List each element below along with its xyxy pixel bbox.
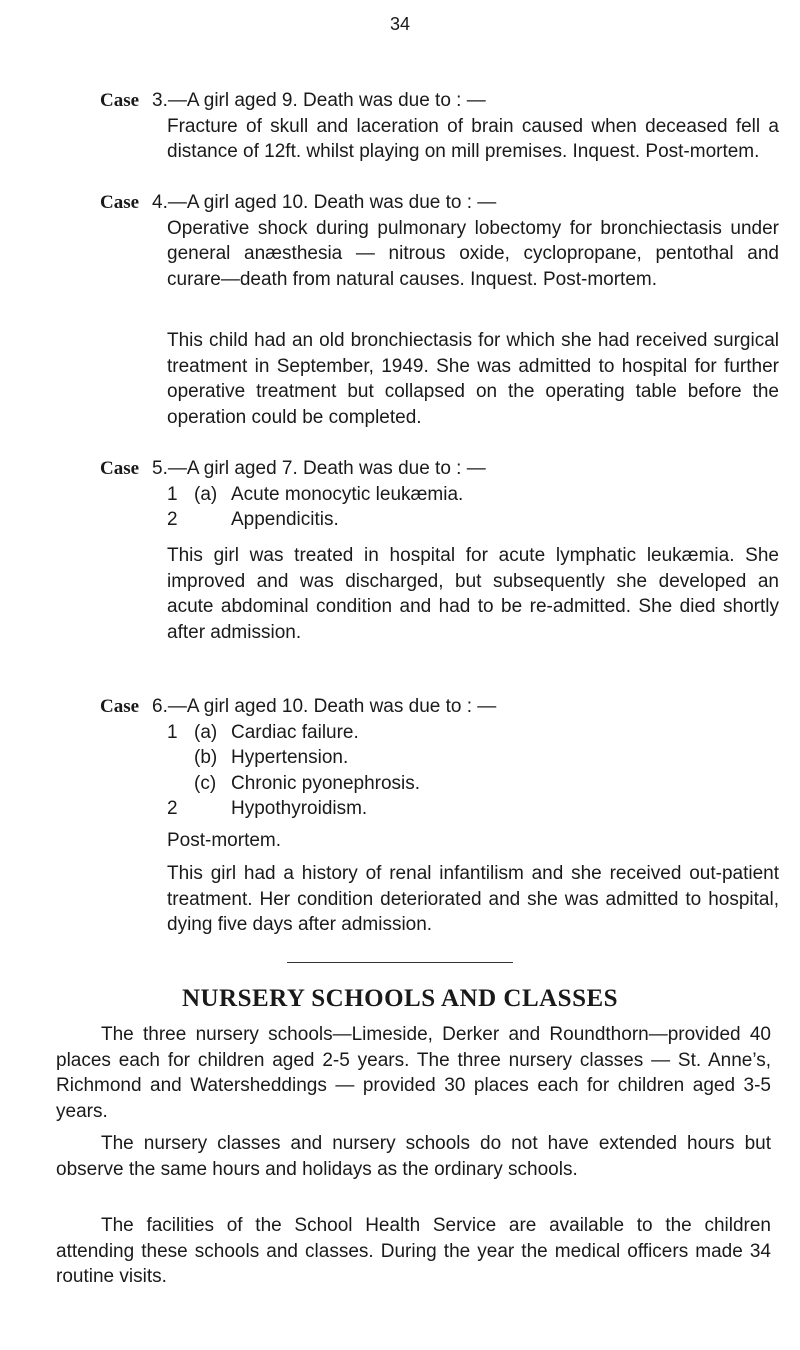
case-heading: 3.—A girl aged 9. Death was due to : — — [152, 90, 486, 111]
cause-text: Chronic pyonephrosis. — [231, 772, 421, 794]
case-label: Case — [100, 696, 140, 717]
case-heading: 4.—A girl aged 10. Death was due to : — — [152, 192, 497, 213]
cause-number: 2 — [167, 509, 178, 530]
cause-sub: (a) — [194, 721, 218, 743]
cause-text: Cardiac failure. — [231, 721, 359, 743]
case-note: This child had an old bronchiectasis for which she had received surgical treatment in September, 1949. She was admitted to hospital for further operative treatment but collapsed on the operating table before the operation could be completed. — [167, 330, 779, 428]
cause-text: Hypertension. — [231, 747, 349, 768]
cause-number: 2 — [167, 798, 178, 819]
case-6 — [100, 694, 780, 944]
section-paragraph: The three nursery schools—Limeside, Derker and Roundthorn—provided 40 places each for children aged 2-5 years. The three nursery classes — St. Anne’s, Richmond and Watersheddings — provided 30 places each for children aged 3-5 years. — [56, 1024, 771, 1122]
case-cause-text: Operative shock during pulmonary lobectomy for bronchiectasis under general anæsthesia — nitrous oxide, cyclopropane, pentothal and curare—death from natural causes. Inquest. Post-mortem. — [167, 217, 779, 290]
case-note: This girl had a history of renal infantilism and she received out-patient treatment. Her condition deteriorated and she was admitted to hospital, dying five days after admission. — [167, 863, 779, 935]
cause-number: 1 — [167, 483, 178, 505]
case-label: Case — [100, 192, 140, 213]
case-label: Case — [100, 90, 140, 111]
case-heading: 5.—A girl aged 7. Death was due to : — — [152, 458, 486, 479]
section-title: NURSERY SCHOOLS AND CLASSES — [181, 985, 619, 1012]
cause-sub: (c) — [194, 772, 217, 794]
case-5 — [100, 456, 780, 696]
case-label: Case — [100, 458, 140, 479]
cause-list — [167, 482, 779, 542]
cause-sub: (a) — [194, 483, 218, 505]
cause-text: Acute monocytic leukæmia. — [231, 483, 464, 505]
section-divider — [287, 962, 513, 963]
case-3 — [100, 88, 780, 193]
cause-number: 1 — [167, 721, 178, 743]
cause-text: Appendicitis. — [231, 509, 339, 530]
case-cause-text: Fracture of skull and laceration of brain caused when deceased fell a distance of 12ft. whilst playing on mill premises. Inquest. Post-mortem. — [167, 115, 779, 162]
section-paragraph: The nursery classes and nursery schools do not have extended hours but observe the same hours and holidays as the ordinary schools. — [56, 1133, 771, 1180]
case-heading: 6.—A girl aged 10. Death was due to : — — [152, 696, 497, 717]
post-mortem-label: Post-mortem. — [167, 830, 282, 851]
case-4 — [100, 190, 780, 495]
section-paragraph: The facilities of the School Health Service are available to the children attending these schools and classes. During the year the medical officers made 34 routine visits. — [56, 1215, 771, 1287]
cause-list — [167, 720, 779, 825]
cause-text: Hypothyroidism. — [231, 798, 368, 819]
cause-sub: (b) — [194, 747, 218, 768]
case-note: This girl was treated in hospital for acute lymphatic leukæmia. She improved and was discharged, but subsequently she developed an acute abdominal condition and had to be re-admitted. She died shortly after admission. — [167, 545, 779, 643]
page-number: 34 — [389, 14, 411, 34]
